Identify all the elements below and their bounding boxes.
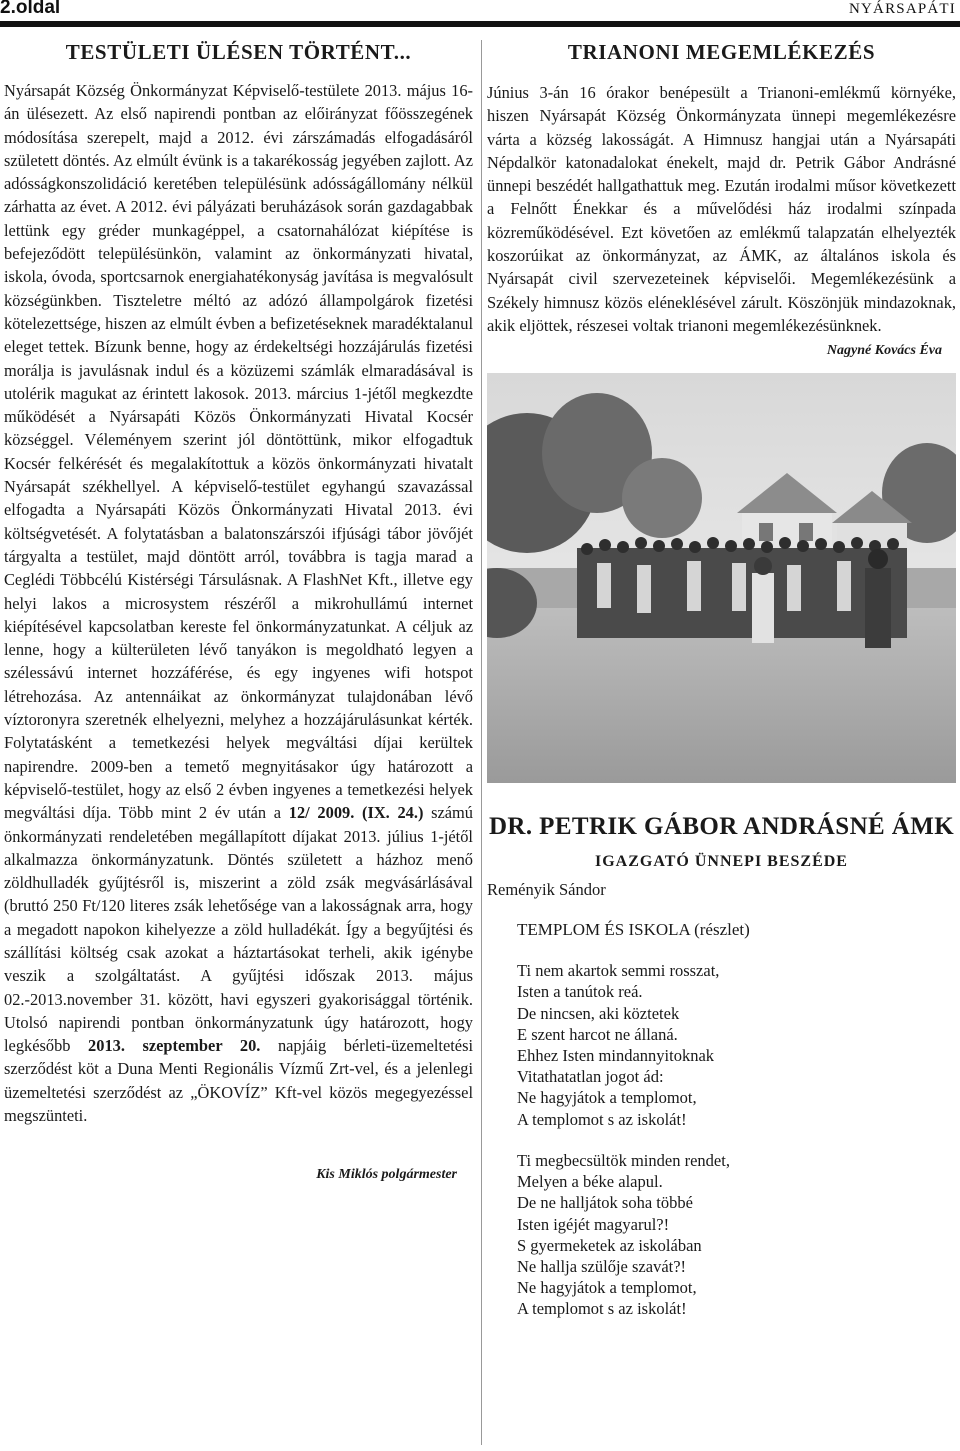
- column-divider: [481, 40, 482, 1445]
- poem-line: Ehhez Isten mindannyitoknak: [517, 1046, 715, 1066]
- commemoration-photo: [487, 373, 956, 783]
- poem-line: Melyen a béke alapul.: [517, 1172, 663, 1192]
- poem-line: Ti nem akartok semmi rosszat,: [517, 961, 720, 981]
- right-column: [487, 40, 956, 1320]
- poem-line: Ne hagyjátok a templomot,: [517, 1278, 697, 1298]
- poem-line: Vitathatatlan jogot ád:: [517, 1067, 664, 1087]
- poem-title: TEMPLOM ÉS ISKOLA (részlet): [517, 920, 750, 940]
- decree-number: 12/ 2009. (IX. 24.): [288, 803, 424, 823]
- poem-line: S gyermeketek az iskolában: [517, 1235, 702, 1255]
- speech-subtitle: IGAZGATÓ ÜNNEPI BESZÉDE: [595, 853, 848, 871]
- poem-line: De nincsen, aki köztetek: [517, 1003, 680, 1023]
- article-text-part-3: napjáig bérleti-üzemeltetési szerződést köt a Duna Menti Regionális Vízmű Zrt-vel, és a jelenlegi üzemeltetési szerződést az „ÖKOVÍZ” Kft-vel közös megegyezéssel megszünteti.: [4, 1036, 474, 1126]
- author-signature-mayor: Kis Miklós polgármester: [316, 1167, 457, 1183]
- poem-line: A templomot s az iskolát!: [517, 1299, 687, 1319]
- article-body-trianon: Június 3-án 16 órakor benépesült a Trianoni-emlékmű környéke, hiszen Nyársapát Község Önkormányzata ünnepi megemlékezésre várta a község lakosságát. A Himnusz hangjai után a Nyársapáti Népdalkör katonadalokat énekelt, majd dr. Petrik Gábor Andrásné ünnepi beszédét hallgathattuk meg. Ezután irodalmi műsor következett a Felnőtt Énekkar és a művelődési ház irodalmi színpada közreműködésével. Ezt követően az emlékmű talapzatán elhelyezték koszorúikat az önkormányzat, az ÁMK, az általános iskola és Nyársapát civil szervezeteinek képviselői. Megemlékezésünk a Székely himnusz közös eléneklésével zárult. Köszönjük mindazoknak, akik eljöttek, részesei voltak trianoni megemlékezésünknek.: [487, 83, 956, 335]
- newspaper-name: NYÁRSAPÁTI: [848, 1, 956, 17]
- speech-title: DR. PETRIK GÁBOR ANDRÁSNÉ ÁMK: [488, 813, 955, 841]
- article-title-trianon: TRIANONI MEGEMLÉKEZÉS: [567, 40, 876, 64]
- page-header: [0, 0, 960, 34]
- article-text-part-1: Nyársapát Község Önkormányzat Képviselő-testülete 2013. május 16-án ülésezett. Az első napirendi pontban az előirányzat főösszegének módosítása szerepelt, majd a 2012. évi zárszámadás elfogadásáról született döntés. Az elmúlt évünk is a takarékosság jegyében zajlott. Az adósságkonszolidáció keretében településünk adósságállomány nélkül zárhatta az évet. A 2012. évi pályázati beruházások során gazdagabbak lettünk egy gréder munkagéppel, a csatornahálózat kiépítése is befejeződött településünkön, valamint az önkormányzati hivatal, iskola, óvoda, sportcsarnok energiahatékonyság javítása is megvalósult községünkben. Tiszteletre méltó az adózó állampolgárok fizetési kötelezettsége, hiszen az elmúlt évben a befizetéseknek maradéktalanul eleget tettek. Bízunk benne, hogy az érdekeltségi hozzájárulás fizetési morálja is javulásnak indul és a közüzemi számlák elmaradásával is utolérik magukat az érintett lakosok. 2013. március 1-jétől megkezdte működését a Nyársapáti Közös Önkormányzati Hivatal Kocsér községgel. Véleményem szerint jól döntöttünk, mikor elfogadtuk Kocsér felkérését és megalakítottuk a közös önkormányzati hivatalt Nyársapát székhellyel. A képviselő-testület egyhangú szavazással elfogadta a Nyársapáti Közös Önkormányzati Hivatal 2013. évi költségvetését. A folytatásban a balatonszárszói ifjúsági tábor jövőjét tárgyalta a testület, majd döntött arról, továbbra is tagja marad a Ceglédi Többcélú Kistérségi Társulásnak. A FlashNet Kft., illetve egy helyi lakos a microsystem részéről a mikrohullámú internet kiépítésével kapcsolatban kereste fel önkormányzatunkat. A céljuk az lenne, hogy a külterületen lévő tanyákon is megoldható legyen a szélessávú internet hozzáférése, és egy ingyenes wifi hotspot létrehozása. Az antennáikat az önkormányzat tulajdonában lévő víztoronyra szeretnék elhelyezni, melyhez a hozzájárulásunkat kérték. Folytatásként a temetkezési helyek megváltási díjai kerültek napirendre. 2009-ben a temető megnyitásakor úgy határozott a képviselő-testület, hogy az első 2 évben ingyenes a temetkezési helyek megváltási díja. Több mint 2 év után a: [4, 81, 473, 823]
- article-text-part-2: számú önkormányzati rendeletében megállapított díjakat 2013. július 1-jétől alkalmazza önkormányzatunk. Döntés született a házhoz menő zöldhulladék gyűjtésről is, miszerint a zöld zsák megvásárlásával (bruttó 250 Ft/120 literes zsák lehetősége van a lakosságnak arra, hogy a megadott napokon kihelyezze a zöld hulladékát. Így a begyűjtési és szállítási költség csak azokat a háztartásokat terheli, akik igénybe veszik a szolgáltatást. A gyűjtési időszak 2013. május 02.-2013.november 31. között, havi egyszeri gyakorisággal történik. Utolsó napirendi pontban önkormányzatunk úgy határozott, hogy legkésőbb: [4, 803, 473, 1056]
- poem-line: A templomot s az iskolát!: [517, 1109, 687, 1129]
- article-title-council: TESTÜLETI ÜLÉSEN TÖRTÉNT...: [65, 40, 412, 64]
- poem-line: Isten igéjét magyarul?!: [517, 1214, 670, 1234]
- poem-line: Ti megbecsültök minden rendet,: [517, 1150, 730, 1170]
- header-rule: [0, 21, 960, 27]
- deadline-date: 2013. szeptember 20.: [88, 1036, 261, 1056]
- poem-line: E szent harcot ne állaná.: [517, 1024, 678, 1044]
- poem-stanza-1: [517, 960, 956, 1130]
- author-signature-trianon: Nagyné Kovács Éva: [826, 343, 942, 359]
- poem-line: De ne halljátok soha többé: [517, 1193, 693, 1213]
- poem-line: Ne hagyjátok a templomot,: [517, 1088, 697, 1108]
- poem-line: Isten a tanútok reá.: [517, 982, 643, 1002]
- poem-line: Ne hallja szülője szavát?!: [517, 1256, 687, 1276]
- page-number: 2.oldal: [0, 0, 61, 18]
- article-body-council: [4, 79, 473, 1127]
- left-column: [4, 40, 473, 1183]
- poem-stanza-2: [517, 1150, 956, 1320]
- commemoration-photo-image: [487, 373, 956, 783]
- poem-author: Reményik Sándor: [487, 880, 606, 900]
